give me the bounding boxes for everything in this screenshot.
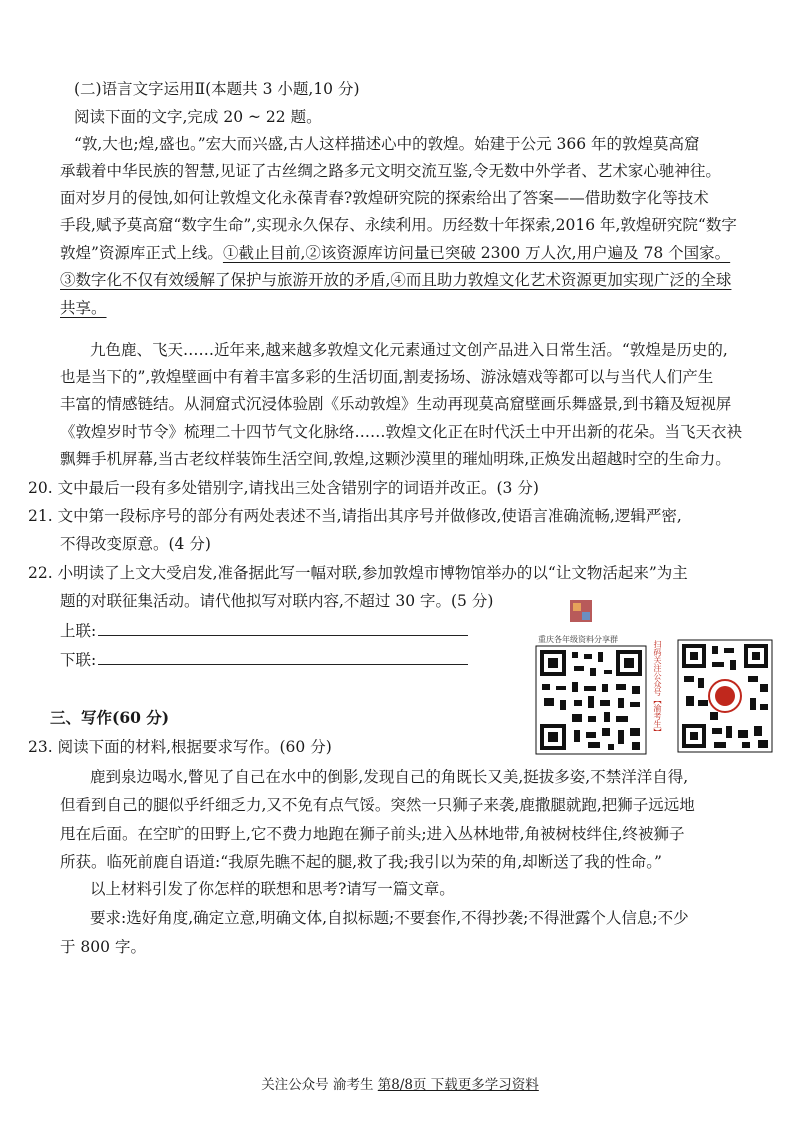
material-line1: 鹿到泉边喝水,瞥见了自己在水中的倒影,发现自己的角既长又美,挺拔多姿,不禁洋洋自得, (90, 768, 689, 786)
passage-p1-line4: 手段,赋予莫高窟“数字生命”,实现永久保存、永续利用。历经数十年探索,2016 年,敦煌研究院“数字 (60, 216, 737, 234)
footer-text-1: 关注公众号 渝考生 (261, 1077, 378, 1093)
material-line3: 甩在后面。在空旷的田野上,它不费力地跑在狮子前头;进入丛林地带,角被树枝绊住,终被狮子 (60, 825, 685, 843)
passage-p1-line5-plain: 敦煌”资源库正式上线。 (60, 244, 223, 262)
section3-title: 三、写作(60 分) (50, 708, 170, 727)
upper-couplet-blank[interactable] (98, 621, 468, 636)
question-23-stem: 23. 阅读下面的材料,根据要求写作。(60 分) (28, 738, 332, 756)
question-22-line1: 22. 小明读了上文大受启发,准备据此写一幅对联,参加敦煌市博物馆举办的以“让文物活起来”为主 (28, 564, 688, 582)
passage-p1-line5 (60, 243, 780, 263)
marked-sentence-end: 共享。 (60, 299, 107, 317)
material-line2: 但看到自己的腿似乎纤细乏力,又不免有点气馁。突然一只狮子来袭,鹿撒腿就跑,把狮子远远地 (60, 796, 695, 814)
marked-sentence-1-2: ①截止目前,②该资源库访问量已突破 2300 万人次,用户遍及 78 个国家。 (222, 244, 731, 262)
page-number: 第8/8页 (377, 1077, 427, 1093)
footer-text-2: 下载更多学习资料 (426, 1077, 539, 1093)
lower-couplet-blank[interactable] (98, 650, 468, 665)
writing-prompt: 以上材料引发了你怎样的联想和思考?请写一篇文章。 (90, 880, 455, 898)
passage-p1-line2: 承载着中华民族的智慧,见证了古丝绸之路多元文明交流互鉴,令无数中外学者、艺术家心驰神往。 (60, 162, 721, 180)
qr-caption: 重庆各年级资料分享群 (538, 635, 618, 644)
upper-couplet-label: 上联: (60, 622, 97, 640)
page-footer (0, 1073, 800, 1093)
question-22-line2: 题的对联征集活动。请代他拟写对联内容,不超过 30 字。(5 分) (60, 592, 494, 610)
requirements-line2: 于 800 字。 (60, 938, 146, 956)
section2-title: (二)语言文字运用Ⅱ(本题共 3 小题,10 分) (74, 80, 360, 98)
marked-sentence-3-4: ③数字化不仅有效缓解了保护与旅游开放的矛盾,④而且助力敦煌文化艺术资源更加实现广泛的全球 (60, 271, 732, 289)
section2-instruction: 阅读下面的文字,完成 20 ~ 22 题。 (74, 108, 322, 126)
lower-couplet-label: 下联: (60, 651, 97, 669)
material-line4: 所获。临死前鹿自语道:“我原先瞧不起的腿,救了我;我引以为荣的角,却断送了我的性命。” (60, 853, 662, 871)
passage-p2-line5: 飘舞手机屏幕,当古老纹样装饰生活空间,敦煌,这颗沙漠里的璀灿明珠,正焕发出超越时空的生命力。 (60, 450, 731, 468)
question-21-line1: 21. 文中第一段标序号的部分有两处表述不当,请指出其序号并做修改,使语言准确流畅,逻辑严密, (28, 507, 682, 525)
passage-p2-line3: 丰富的情感链结。从洞窟式沉浸体验剧《乐动敦煌》生动再现莫高窟壁画乐舞盛景,到书籍及短视屏 (60, 395, 732, 413)
passage-p1-line1: “敦,大也;煌,盛也。”宏大而兴盛,古人这样描述心中的敦煌。始建于公元 366 年的敦煌莫高窟 (74, 135, 700, 153)
qr-code-block (528, 600, 776, 758)
passage-p1-line3: 面对岁月的侵蚀,如何让敦煌文化永葆青春?敦煌研究院的探索给出了答案——借助数字化等技术 (60, 189, 709, 207)
requirements-line1: 要求:选好角度,确定立意,明确文体,自拟标题;不要套作,不得抄袭;不得泄露个人信息;不少 (90, 909, 689, 927)
question-20: 20. 文中最后一段有多处错别字,请找出三处含错别字的词语并改正。(3 分) (28, 479, 539, 497)
question-21-line2: 不得改变原意。(4 分) (60, 535, 211, 553)
passage-p2-line1: 九色鹿、飞天……近年来,越来越多敦煌文化元素通过文创产品进入日常生活。“敦煌是历史的, (90, 341, 728, 359)
qr-side-text: 扫码关注公众号【渝考生】 (653, 640, 662, 736)
passage-p2-line4: 《敦煌岁时节令》梳理二十四节气文化脉络……敦煌文化正在时代沃土中开出新的花朵。当飞天衣袂 (60, 423, 743, 441)
passage-p2-line2: 也是当下的”,敦煌壁画中有着丰富多彩的生活切面,割麦扬场、游泳嬉戏等都可以与当代人们产生 (60, 368, 714, 386)
